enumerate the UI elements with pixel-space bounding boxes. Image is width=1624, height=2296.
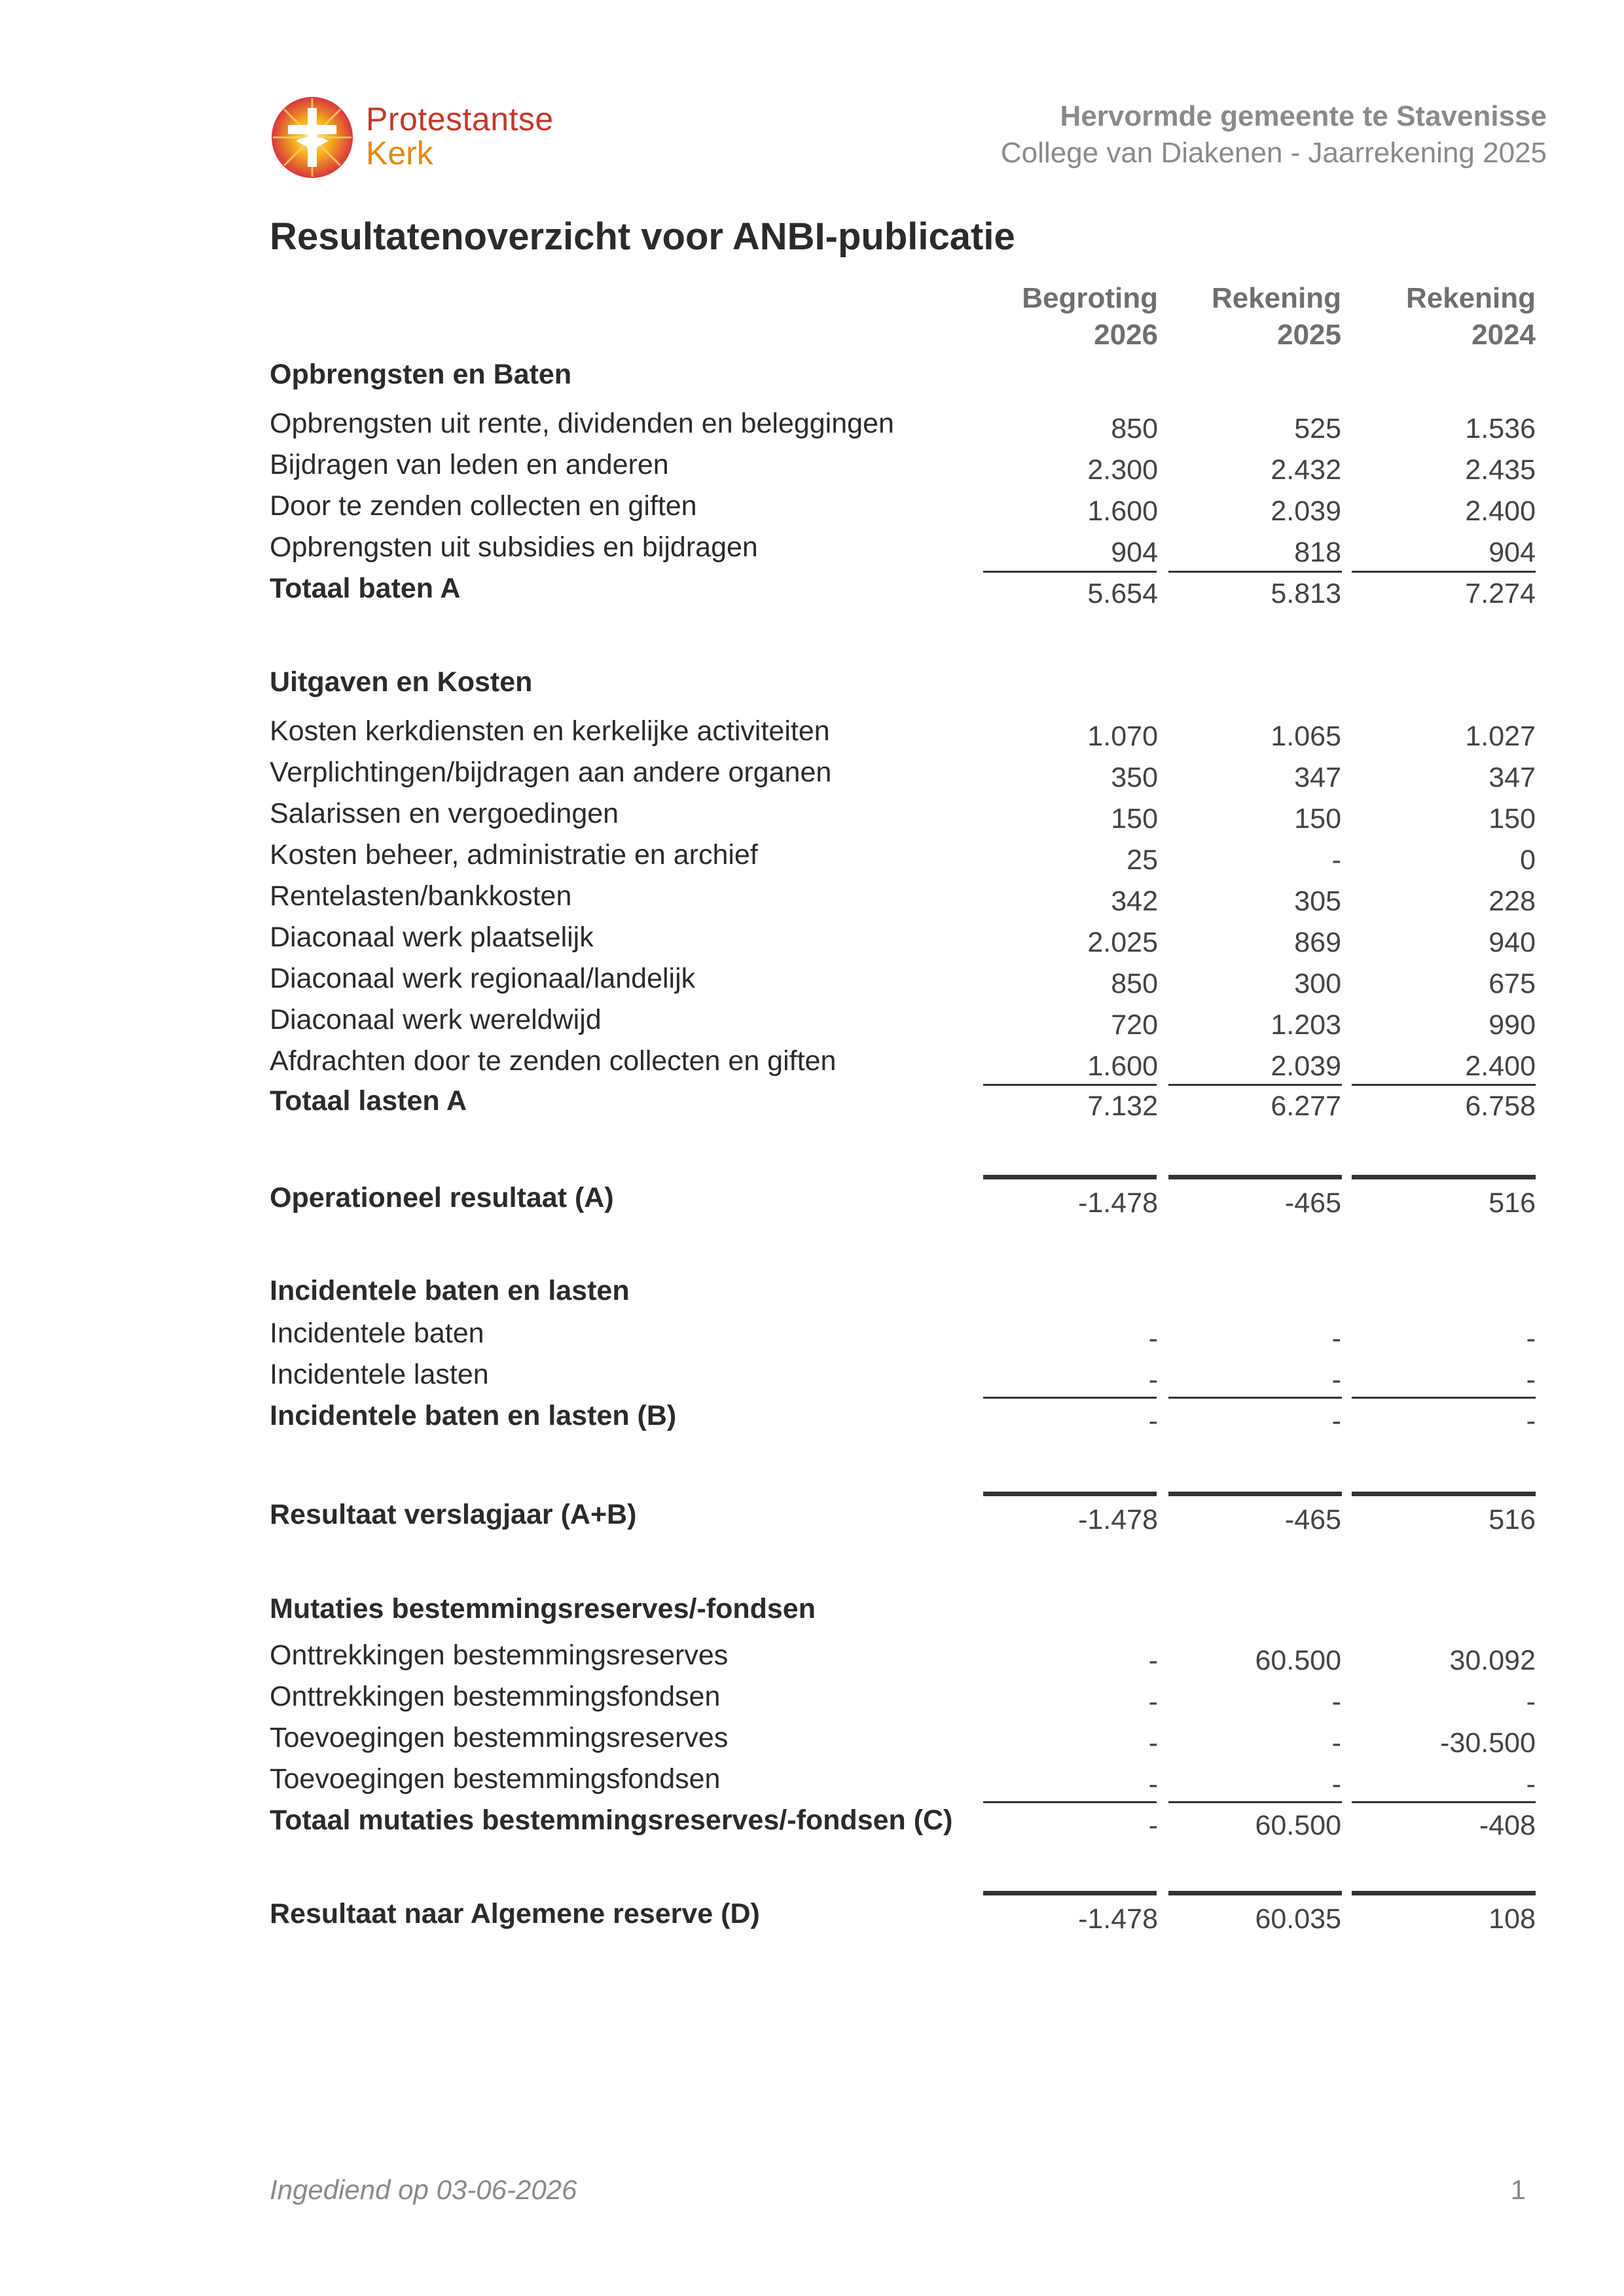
submission-date: Ingediend op 03-06-2026 [270,2174,577,2205]
organization-name: Hervormde gemeente te Stavenisse [1060,100,1547,132]
value-rekening-2025: 6.277 [1271,1090,1341,1122]
value-begroting-2026: 342 [1111,886,1158,917]
value-rekening-2024: - [1526,1323,1536,1354]
value-begroting-2026: 850 [1111,413,1158,444]
value-begroting-2026: 7.132 [1087,1090,1158,1122]
column-header-year: 2024 [1471,319,1536,351]
section-heading-lasten [0,666,1624,707]
value-begroting-2026: 1.600 [1087,495,1158,527]
table-row [0,408,1624,448]
section-heading-baten [0,359,1624,399]
value-begroting-2026: - [1148,1364,1158,1395]
value-rekening-2024: - [1526,1768,1536,1800]
table-row [0,715,1624,756]
value-begroting-2026: -1.478 [1078,1903,1158,1935]
row-label: Incidentele baten [270,1318,484,1349]
table-row [0,1045,1624,1086]
value-rekening-2024: 1.536 [1465,413,1536,444]
table-row [0,798,1624,838]
value-begroting-2026: 2.300 [1087,454,1158,486]
value-begroting-2026: 720 [1111,1009,1158,1041]
value-rekening-2025: 60.500 [1255,1810,1341,1841]
value-rekening-2025: 2.039 [1271,495,1341,527]
row-label: Verplichtingen/bijdragen aan andere organen [270,757,832,788]
total-label: Totaal baten A [270,573,461,604]
value-rekening-2025: 525 [1294,413,1341,444]
row-label: Toevoegingen bestemmingsreserves [270,1722,729,1753]
row-label: Incidentele lasten [270,1359,489,1390]
value-rekening-2025: - [1331,1364,1341,1395]
row-label: Diaconaal werk wereldwijd [270,1004,602,1035]
document-header [1001,98,1547,171]
value-rekening-2024: 0 [1520,844,1536,876]
subtotal-rule [1352,1397,1536,1399]
value-begroting-2026: - [1148,1405,1158,1437]
page-number: 1 [1510,2174,1526,2205]
column-header-line: Begroting [1022,282,1158,314]
value-rekening-2024: - [1526,1405,1536,1437]
table-row [0,839,1624,880]
result-rule [1352,1891,1536,1895]
value-rekening-2024: -30.500 [1440,1727,1536,1759]
value-rekening-2025: 818 [1294,537,1341,568]
value-rekening-2025: 347 [1294,762,1341,793]
value-rekening-2024: 347 [1489,762,1536,793]
row-label: Rentelasten/bankkosten [270,880,572,912]
value-rekening-2025: 60.035 [1255,1903,1341,1935]
row-label: Onttrekkingen bestemmingsreserves [270,1640,729,1671]
value-rekening-2024: 675 [1489,968,1536,999]
subtotal-rule [983,1801,1157,1803]
value-rekening-2024: 2.435 [1465,454,1536,486]
total-row-lasten [0,1085,1624,1126]
section-heading: Uitgaven en Kosten [270,666,533,698]
value-rekening-2024: 990 [1489,1009,1536,1041]
row-label: Diaconaal werk regionaal/landelijk [270,963,696,994]
table-row [0,1640,1624,1680]
value-rekening-2025: - [1331,1727,1341,1759]
subtotal-rule [1352,1801,1536,1803]
logo-text-kerk: Kerk [366,135,433,171]
table-row [0,1681,1624,1721]
result-rule [983,1891,1157,1895]
value-begroting-2026: - [1148,1727,1158,1759]
value-rekening-2024: - [1526,1364,1536,1395]
section-heading: Opbrengsten en Baten [270,359,572,390]
table-row [0,880,1624,921]
value-rekening-2025: - [1331,1686,1341,1717]
row-label: Kosten beheer, administratie en archief [270,839,758,870]
page-title: Resultatenoverzicht voor ANBI-publicatie [270,215,1015,258]
total-row-incidenteel [0,1400,1624,1441]
total-row-mutaties [0,1804,1624,1845]
value-rekening-2024: 7.274 [1465,578,1536,609]
row-label: Bijdragen van leden en anderen [270,449,669,480]
result-row-algemene-reserve [0,1898,1624,1939]
value-rekening-2024: 2.400 [1465,495,1536,527]
section-heading-incidenteel [0,1275,1624,1316]
total-row-baten [0,573,1624,613]
value-rekening-2025: 305 [1294,886,1341,917]
value-begroting-2026: -1.478 [1078,1187,1158,1219]
value-rekening-2025: 2.039 [1271,1050,1341,1082]
result-rule [1352,1175,1536,1179]
table-row [0,490,1624,531]
table-row [0,963,1624,1003]
value-rekening-2024: 108 [1489,1903,1536,1935]
row-label: Door te zenden collecten en giften [270,490,697,522]
row-label: Salarissen en vergoedingen [270,798,619,829]
row-label: Afdrachten door te zenden collecten en giften [270,1045,837,1077]
result-label: Operationeel resultaat (A) [270,1182,614,1213]
table-row [0,1318,1624,1358]
table-row [0,1722,1624,1763]
value-rekening-2025: 1.203 [1271,1009,1341,1041]
column-header-rekening-2024 [1406,280,1536,353]
value-rekening-2025: -465 [1284,1504,1341,1535]
value-rekening-2024: 940 [1489,927,1536,958]
value-rekening-2025: 150 [1294,803,1341,834]
document-subtitle: College van Diakenen - Jaarrekening 2025 [1000,137,1547,169]
subtotal-rule [1168,1397,1342,1399]
value-rekening-2024: 228 [1489,886,1536,917]
value-begroting-2026: - [1148,1323,1158,1354]
value-rekening-2025: 1.065 [1271,721,1341,752]
value-begroting-2026: 904 [1111,537,1158,568]
column-header-begroting-2026 [1022,280,1158,353]
result-rule [983,1492,1157,1496]
value-rekening-2025: -465 [1284,1187,1341,1219]
cross-sun-icon [270,95,355,180]
column-header-year: 2026 [1094,319,1158,351]
value-rekening-2025: - [1331,844,1341,876]
value-begroting-2026: - [1148,1686,1158,1717]
section-heading: Incidentele baten en lasten [270,1275,630,1306]
value-rekening-2025: - [1331,1323,1341,1354]
table-row [0,922,1624,962]
value-begroting-2026: 2.025 [1087,927,1158,958]
value-begroting-2026: 850 [1111,968,1158,999]
row-label: Onttrekkingen bestemmingsfondsen [270,1681,721,1712]
column-header-line: Rekening [1405,282,1536,314]
value-rekening-2024: 516 [1489,1187,1536,1219]
column-header-rekening-2025 [1212,280,1341,353]
value-begroting-2026: 150 [1111,803,1158,834]
result-rule [983,1175,1157,1179]
section-heading: Mutaties bestemmingsreserves/-fondsen [270,1593,816,1624]
value-rekening-2024: 1.027 [1465,721,1536,752]
result-rule [1168,1891,1342,1895]
subtotal-rule [983,1397,1157,1399]
row-label: Opbrengsten uit rente, dividenden en beleggingen [270,408,894,439]
value-rekening-2025: - [1331,1405,1341,1437]
total-label: Totaal mutaties bestemmingsreserves/-fondsen (C) [270,1804,953,1836]
value-rekening-2025: 869 [1294,927,1341,958]
table-row [0,449,1624,490]
value-rekening-2025: 300 [1294,968,1341,999]
row-label: Toevoegingen bestemmingsfondsen [270,1763,721,1795]
value-begroting-2026: - [1148,1645,1158,1676]
value-rekening-2024: - [1526,1686,1536,1717]
table-row [0,1004,1624,1045]
result-rule [1168,1492,1342,1496]
table-row [0,1763,1624,1804]
result-label: Resultaat naar Algemene reserve (D) [270,1898,760,1929]
subtotal-rule [1168,1801,1342,1803]
result-label: Resultaat verslagjaar (A+B) [270,1499,637,1530]
value-rekening-2025: 5.813 [1271,578,1341,609]
church-logo [270,95,636,187]
table-row [0,1359,1624,1399]
result-row-verslagjaar [0,1499,1624,1539]
result-rule [1168,1175,1342,1179]
logo-text-protestantse: Protestantse [366,101,554,137]
value-begroting-2026: 350 [1111,762,1158,793]
value-begroting-2026: 5.654 [1087,578,1158,609]
value-begroting-2026: 1.600 [1087,1050,1158,1082]
result-row-operationeel [0,1182,1624,1223]
value-rekening-2024: 6.758 [1465,1090,1536,1122]
row-label: Diaconaal werk plaatselijk [270,922,594,953]
value-begroting-2026: -1.478 [1078,1504,1158,1535]
value-rekening-2024: 30.092 [1449,1645,1536,1676]
table-row [0,757,1624,797]
column-header-year: 2025 [1277,319,1341,351]
result-rule [1352,1492,1536,1496]
value-rekening-2024: 904 [1489,537,1536,568]
row-label: Kosten kerkdiensten en kerkelijke activiteiten [270,715,830,747]
table-row [0,531,1624,572]
value-rekening-2025: - [1331,1768,1341,1800]
total-label: Incidentele baten en lasten (B) [270,1400,677,1431]
value-begroting-2026: - [1148,1768,1158,1800]
value-rekening-2025: 60.500 [1255,1645,1341,1676]
value-rekening-2024: 516 [1489,1504,1536,1535]
row-label: Opbrengsten uit subsidies en bijdragen [270,531,758,563]
value-rekening-2024: 150 [1489,803,1536,834]
value-begroting-2026: 25 [1127,844,1158,876]
section-heading-mutaties [0,1593,1624,1634]
total-label: Totaal lasten A [270,1085,467,1117]
value-rekening-2024: 2.400 [1465,1050,1536,1082]
value-rekening-2025: 2.432 [1271,454,1341,486]
value-rekening-2024: -408 [1479,1810,1536,1841]
value-begroting-2026: - [1148,1810,1158,1841]
value-begroting-2026: 1.070 [1087,721,1158,752]
column-header-line: Rekening [1211,282,1341,314]
